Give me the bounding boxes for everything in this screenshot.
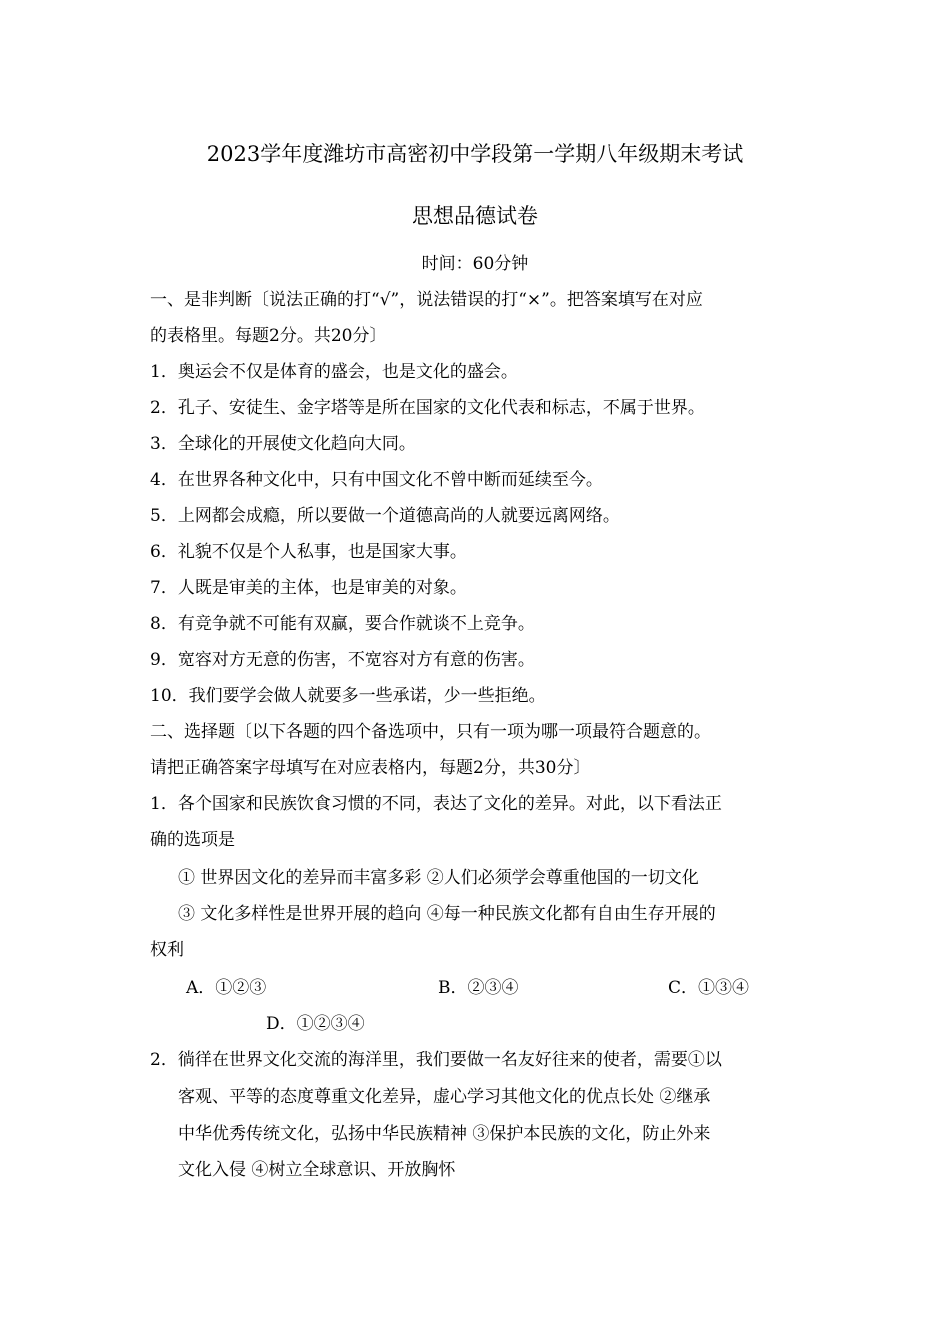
question-1-statements: ① 世界因文化的差异而丰富多彩 ②人们必须学会尊重他国的一切文化 [178, 868, 699, 888]
section1-heading-cont: 的表格里。每题2分。共20分〕 [150, 326, 387, 346]
tf-item: 9．宽容对方无意的伤害，不宽容对方有意的伤害。 [150, 650, 535, 670]
exam-time: 时间：60分钟 [421, 254, 529, 274]
question-1-cont: 确的选项是 [150, 830, 235, 850]
question-1-statements-end: 权利 [150, 940, 184, 960]
exam-subtitle: 思想品德试卷 [412, 204, 538, 228]
tf-item: 7．人既是审美的主体，也是审美的对象。 [150, 578, 467, 598]
tf-item: 3．全球化的开展使文化趋向大同。 [150, 434, 416, 454]
choice-b: B．②③④ [438, 978, 519, 998]
section2-heading-cont: 请把正确答案字母填写在对应表格内，每题2分，共30分〕 [150, 758, 591, 778]
question-2-cont: 客观、平等的态度尊重文化差异，虚心学习其他文化的优点长处 ②继承 [178, 1087, 711, 1107]
tf-item: 8．有竞争就不可能有双赢，要合作就谈不上竞争。 [150, 614, 535, 634]
question-1-statements-cont: ③ 文化多样性是世界开展的趋向 ④每一种民族文化都有自由生存开展的 [178, 904, 716, 924]
exam-title: 2023学年度潍坊市高密初中学段第一学期八年级期末考试 [206, 142, 744, 166]
question-2: 2．徜徉在世界文化交流的海洋里，我们要做一名友好往来的使者，需要①以 [150, 1050, 722, 1070]
question-2-cont: 文化入侵 ④树立全球意识、开放胸怀 [178, 1160, 456, 1180]
section2-heading: 二、选择题〔以下各题的四个备选项中，只有一项为哪一项最符合题意的。 [150, 722, 711, 742]
tf-item: 1．奥运会不仅是体育的盛会，也是文化的盛会。 [150, 362, 518, 382]
section1-heading: 一、是非判断〔说法正确的打“√”，说法错误的打“×”。把答案填写在对应 [150, 290, 703, 310]
tf-item: 10．我们要学会做人就要多一些承诺，少一些拒绝。 [150, 686, 546, 706]
question-1: 1．各个国家和民族饮食习惯的不同，表达了文化的差异。对此，以下看法正 [150, 794, 722, 814]
choice-d: D．①②③④ [266, 1014, 365, 1034]
choice-c: C．①③④ [668, 978, 750, 998]
tf-item: 6．礼貌不仅是个人私事，也是国家大事。 [150, 542, 467, 562]
tf-item: 4．在世界各种文化中，只有中国文化不曾中断而延续至今。 [150, 470, 603, 490]
choice-a: A．①②③ [186, 978, 267, 998]
question-2-cont: 中华优秀传统文化，弘扬中华民族精神 ③保护本民族的文化，防止外来 [178, 1124, 711, 1144]
tf-item: 5．上网都会成瘾，所以要做一个道德高尚的人就要远离网络。 [150, 506, 620, 526]
tf-item: 2．孔子、安徒生、金字塔等是所在国家的文化代表和标志，不属于世界。 [150, 398, 705, 418]
